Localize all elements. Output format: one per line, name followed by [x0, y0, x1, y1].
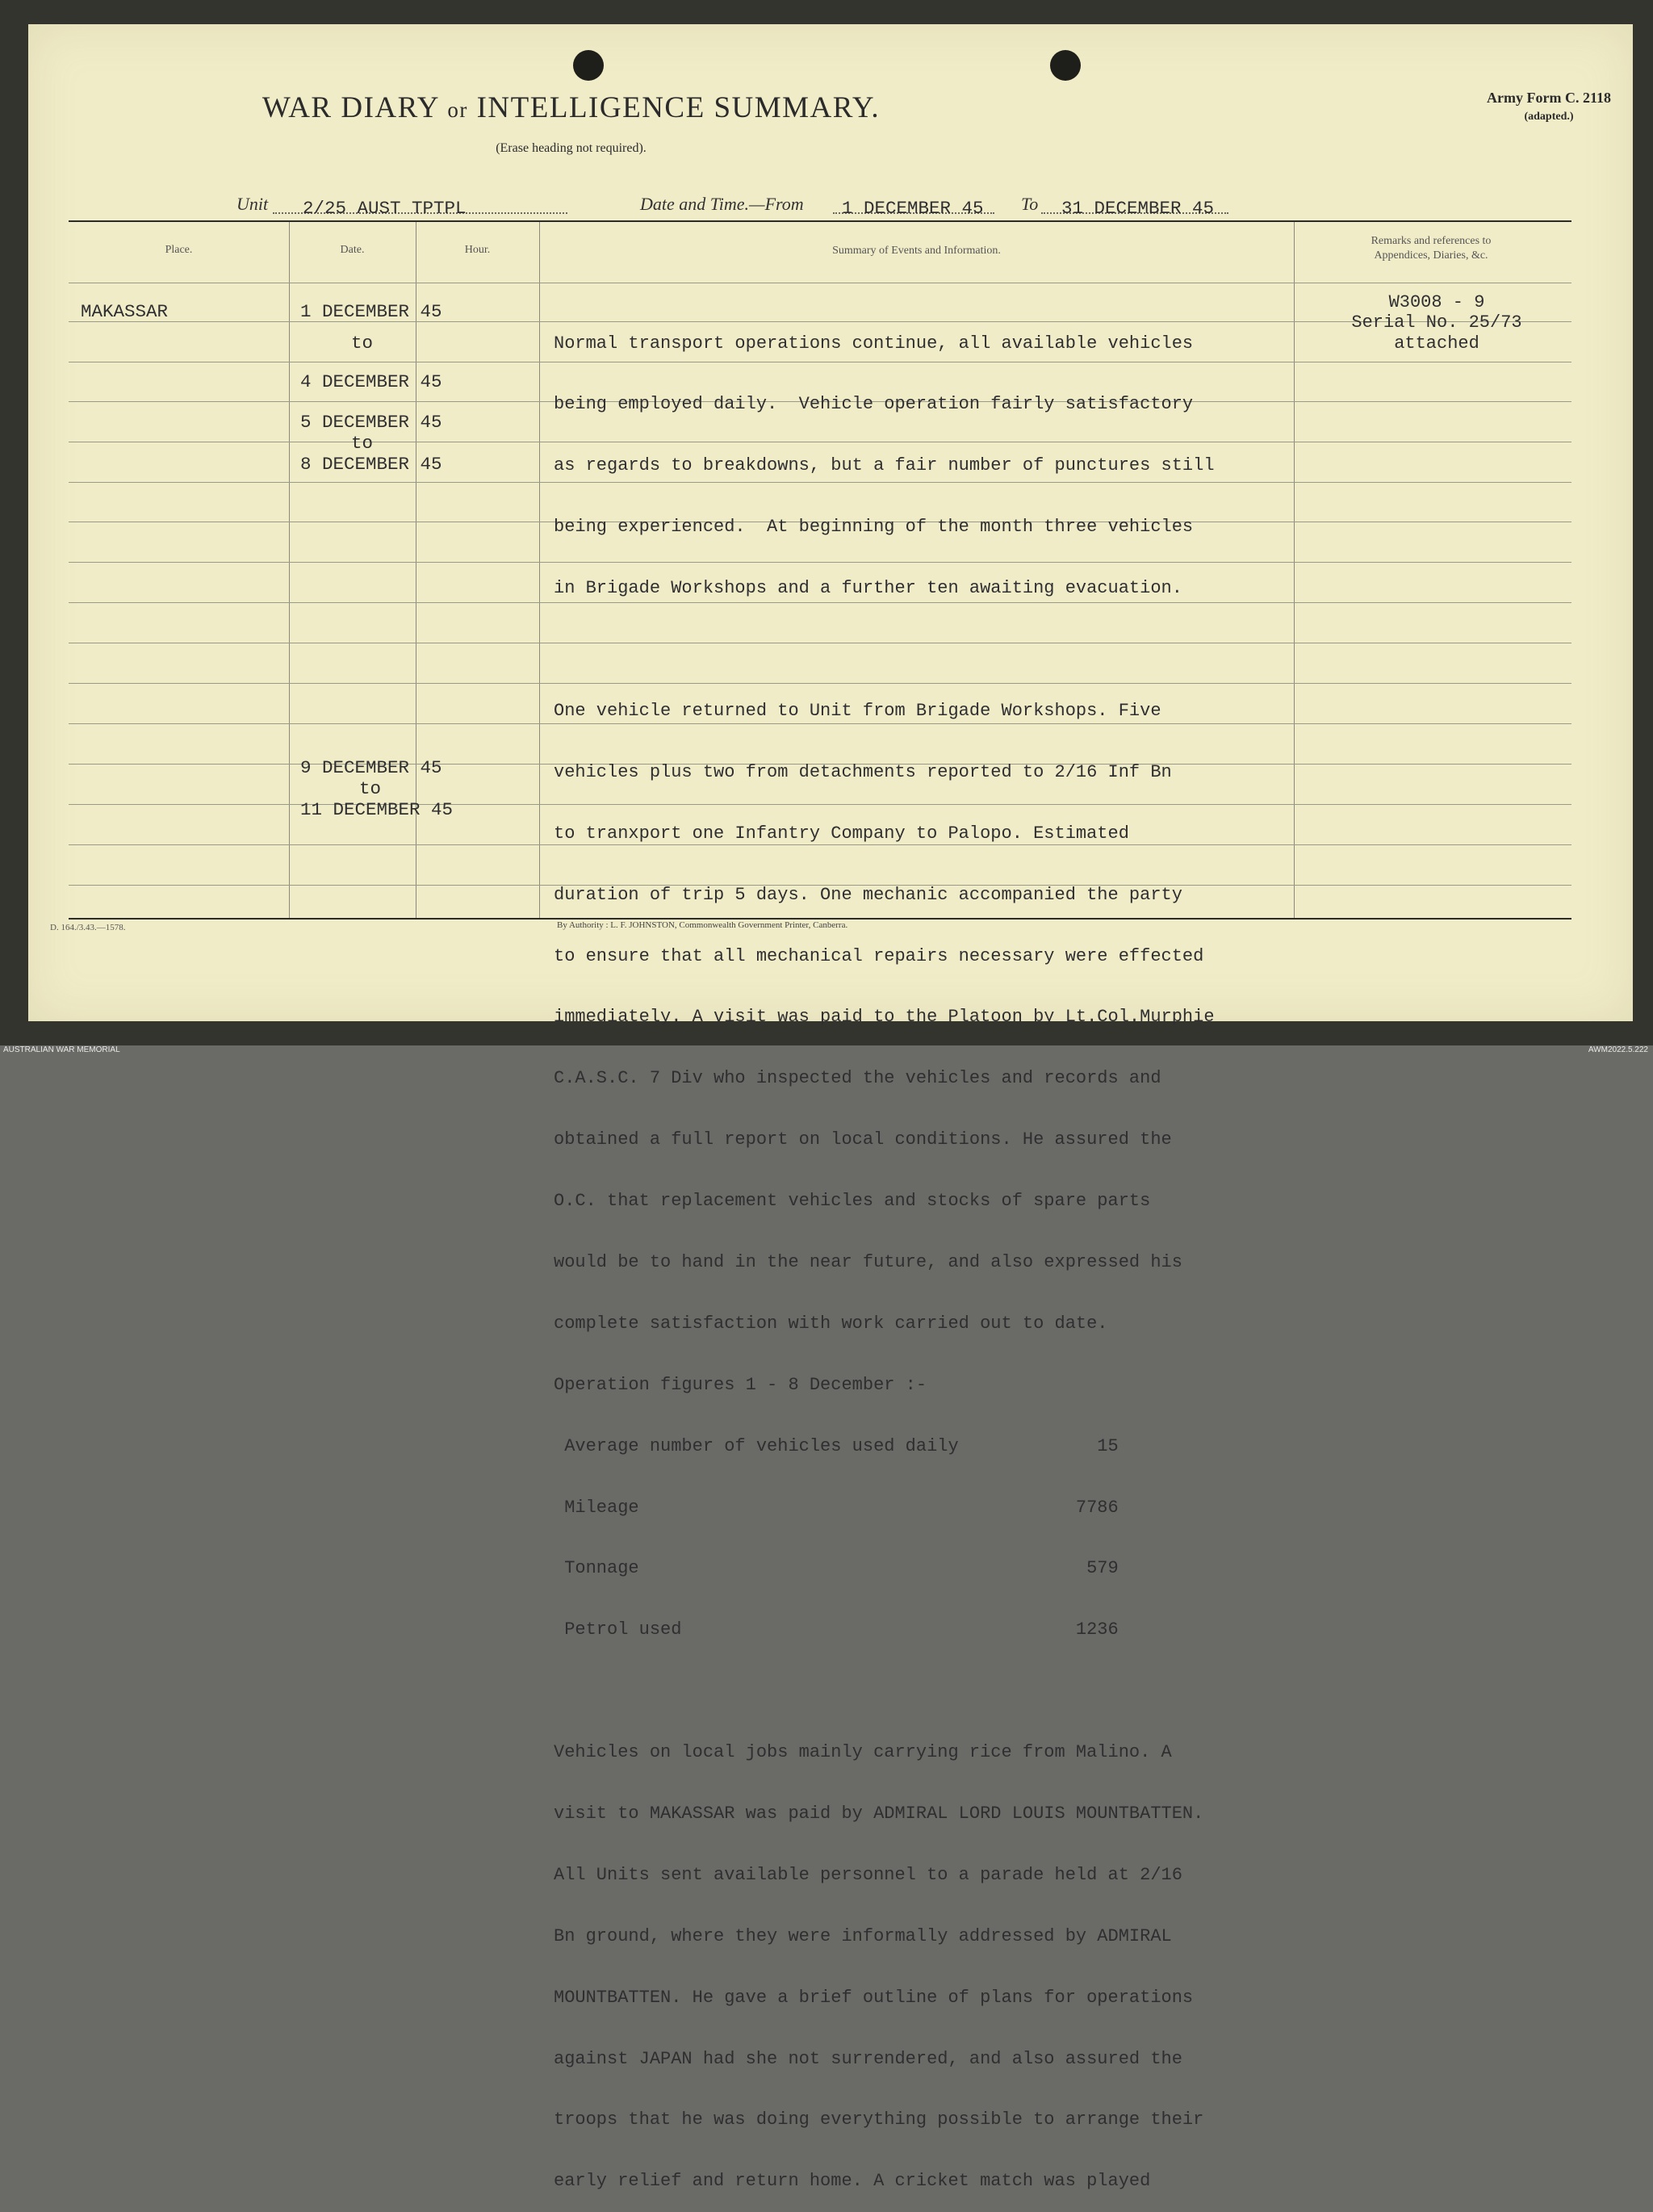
summary-line: MOUNTBATTEN. He gave a brief outline of plans for operations: [554, 1987, 1194, 2008]
title-war-diary: WAR DIARY: [262, 91, 439, 124]
column-header-place: Place.: [165, 244, 193, 256]
date-entry: 5 DECEMBER 45: [300, 412, 442, 433]
summary-line: [554, 1681, 1290, 1701]
summary-line: complete satisfaction with work carried out to date.: [554, 1313, 1108, 1334]
summary-line: Tonnage 579: [554, 1558, 1119, 1579]
divider-summary-remarks: [1294, 222, 1295, 918]
title-or: or: [447, 98, 468, 122]
to-date-value: 31 DECEMBER 45: [1061, 198, 1215, 219]
summary-line: would be to hand in the near future, and also expressed his: [554, 1251, 1182, 1272]
archive-credit: AUSTRALIAN WAR MEMORIAL: [3, 1045, 120, 1054]
column-header-hour: Hour.: [464, 244, 491, 256]
summary-line: obtained a full report on local conditions. He assured the: [554, 1129, 1172, 1150]
summary-line: Normal transport operations continue, all available vehicles: [554, 333, 1194, 354]
to-label: To: [1021, 194, 1039, 214]
form-adapted: (adapted.): [1524, 111, 1574, 123]
form-number: Army Form C. 2118: [1487, 90, 1611, 106]
page-title: [0, 90, 1142, 125]
date-entry: to: [351, 433, 374, 454]
date-entry: 8 DECEMBER 45: [300, 454, 442, 475]
army-form-id: [1487, 89, 1611, 126]
summary-line: immediately. A visit was paid to the Platoon by Lt.Col.Murphie: [554, 1007, 1215, 1028]
date-entry: to: [351, 333, 374, 354]
summary-line: in Brigade Workshops and a further ten awaiting evacuation.: [554, 578, 1182, 599]
date-time-from-label: Date and Time.—From: [640, 194, 804, 214]
summary-line: against JAPAN had she not surrendered, and also assured the: [554, 2048, 1182, 2069]
page-subtitle: (Erase heading not required).: [496, 141, 647, 155]
unit-label: Unit: [236, 194, 269, 214]
summary-line: troops that he was doing everything possible to arrange their: [554, 2109, 1204, 2130]
date-entry: 9 DECEMBER 45: [300, 757, 442, 778]
summary-line: Petrol used 1236: [554, 1619, 1119, 1640]
remarks-line: W3008 - 9: [1388, 292, 1485, 312]
table-top-rule: [69, 220, 1571, 222]
divider-hour-summary: [539, 222, 540, 918]
date-entry: 11 DECEMBER 45: [300, 799, 454, 820]
column-header-summary: Summary of Events and Information.: [832, 245, 1001, 257]
summary-line: [554, 639, 1290, 660]
remarks-text: [1308, 292, 1566, 354]
summary-line: Mileage 7786: [554, 1497, 1119, 1518]
summary-line: Vehicles on local jobs mainly carrying rice from Malino. A: [554, 1742, 1172, 1763]
column-header-date: Date.: [340, 244, 365, 256]
summary-line: being employed daily. Vehicle operation fairly satisfactory: [554, 394, 1194, 415]
summary-line: One vehicle returned to Unit from Brigade Workshops. Five: [554, 700, 1161, 721]
punch-hole-right: [1050, 50, 1081, 81]
summary-line: vehicles plus two from detachments reported to 2/16 Inf Bn: [554, 761, 1172, 782]
unit-value: 2/25 AUST TPTPL: [303, 198, 467, 219]
summary-line: All Units sent available personnel to a parade held at 2/16: [554, 1864, 1182, 1885]
summary-line: visit to MAKASSAR was paid by ADMIRAL LORD LOUIS MOUNTBATTEN.: [554, 1803, 1204, 1824]
remarks-line: attached: [1394, 333, 1479, 354]
divider-place-date: [289, 222, 290, 918]
from-date-value: 1 DECEMBER 45: [842, 198, 984, 219]
summary-line: to tranxport one Infantry Company to Palopo. Estimated: [554, 823, 1129, 844]
date-entry: to: [359, 778, 382, 799]
summary-line: early relief and return home. A cricket match was played: [554, 2171, 1151, 2192]
title-intelligence-summary: INTELLIGENCE SUMMARY.: [476, 91, 881, 124]
column-header-remarks: [1294, 234, 1568, 263]
remarks-header-line-2: Appendices, Diaries, &c.: [1374, 249, 1488, 262]
punch-hole-left: [573, 50, 604, 81]
summary-line: duration of trip 5 days. One mechanic accompanied the party: [554, 884, 1182, 905]
place-entry: MAKASSAR: [81, 301, 169, 322]
printer-imprint: By Authority : L. F. JOHNSTON, Commonwealth Government Printer, Canberra.: [557, 920, 848, 930]
remarks-header-line-1: Remarks and references to: [1371, 235, 1492, 247]
summary-line: Average number of vehicles used daily 15: [554, 1435, 1119, 1456]
summary-line: Bn ground, where they were informally addressed by ADMIRAL: [554, 1925, 1172, 1946]
summary-line: C.A.S.C. 7 Div who inspected the vehicles and records and: [554, 1068, 1161, 1089]
remarks-line: Serial No. 25/73: [1351, 312, 1522, 333]
summary-line: being experienced. At beginning of the month three vehicles: [554, 517, 1194, 538]
date-entry: 1 DECEMBER 45: [300, 301, 442, 322]
summary-line: O.C. that replacement vehicles and stocks of spare parts: [554, 1191, 1151, 1212]
summary-line: Operation figures 1 - 8 December :-: [554, 1374, 927, 1395]
date-entry: 4 DECEMBER 45: [300, 371, 442, 392]
print-code: D. 164./3.43.—1578.: [50, 923, 126, 932]
summary-line: as regards to breakdowns, but a fair number of punctures still: [554, 455, 1215, 476]
archive-reference: AWM2022.5.222: [1588, 1045, 1648, 1054]
summary-line: to ensure that all mechanical repairs necessary were effected: [554, 945, 1204, 966]
